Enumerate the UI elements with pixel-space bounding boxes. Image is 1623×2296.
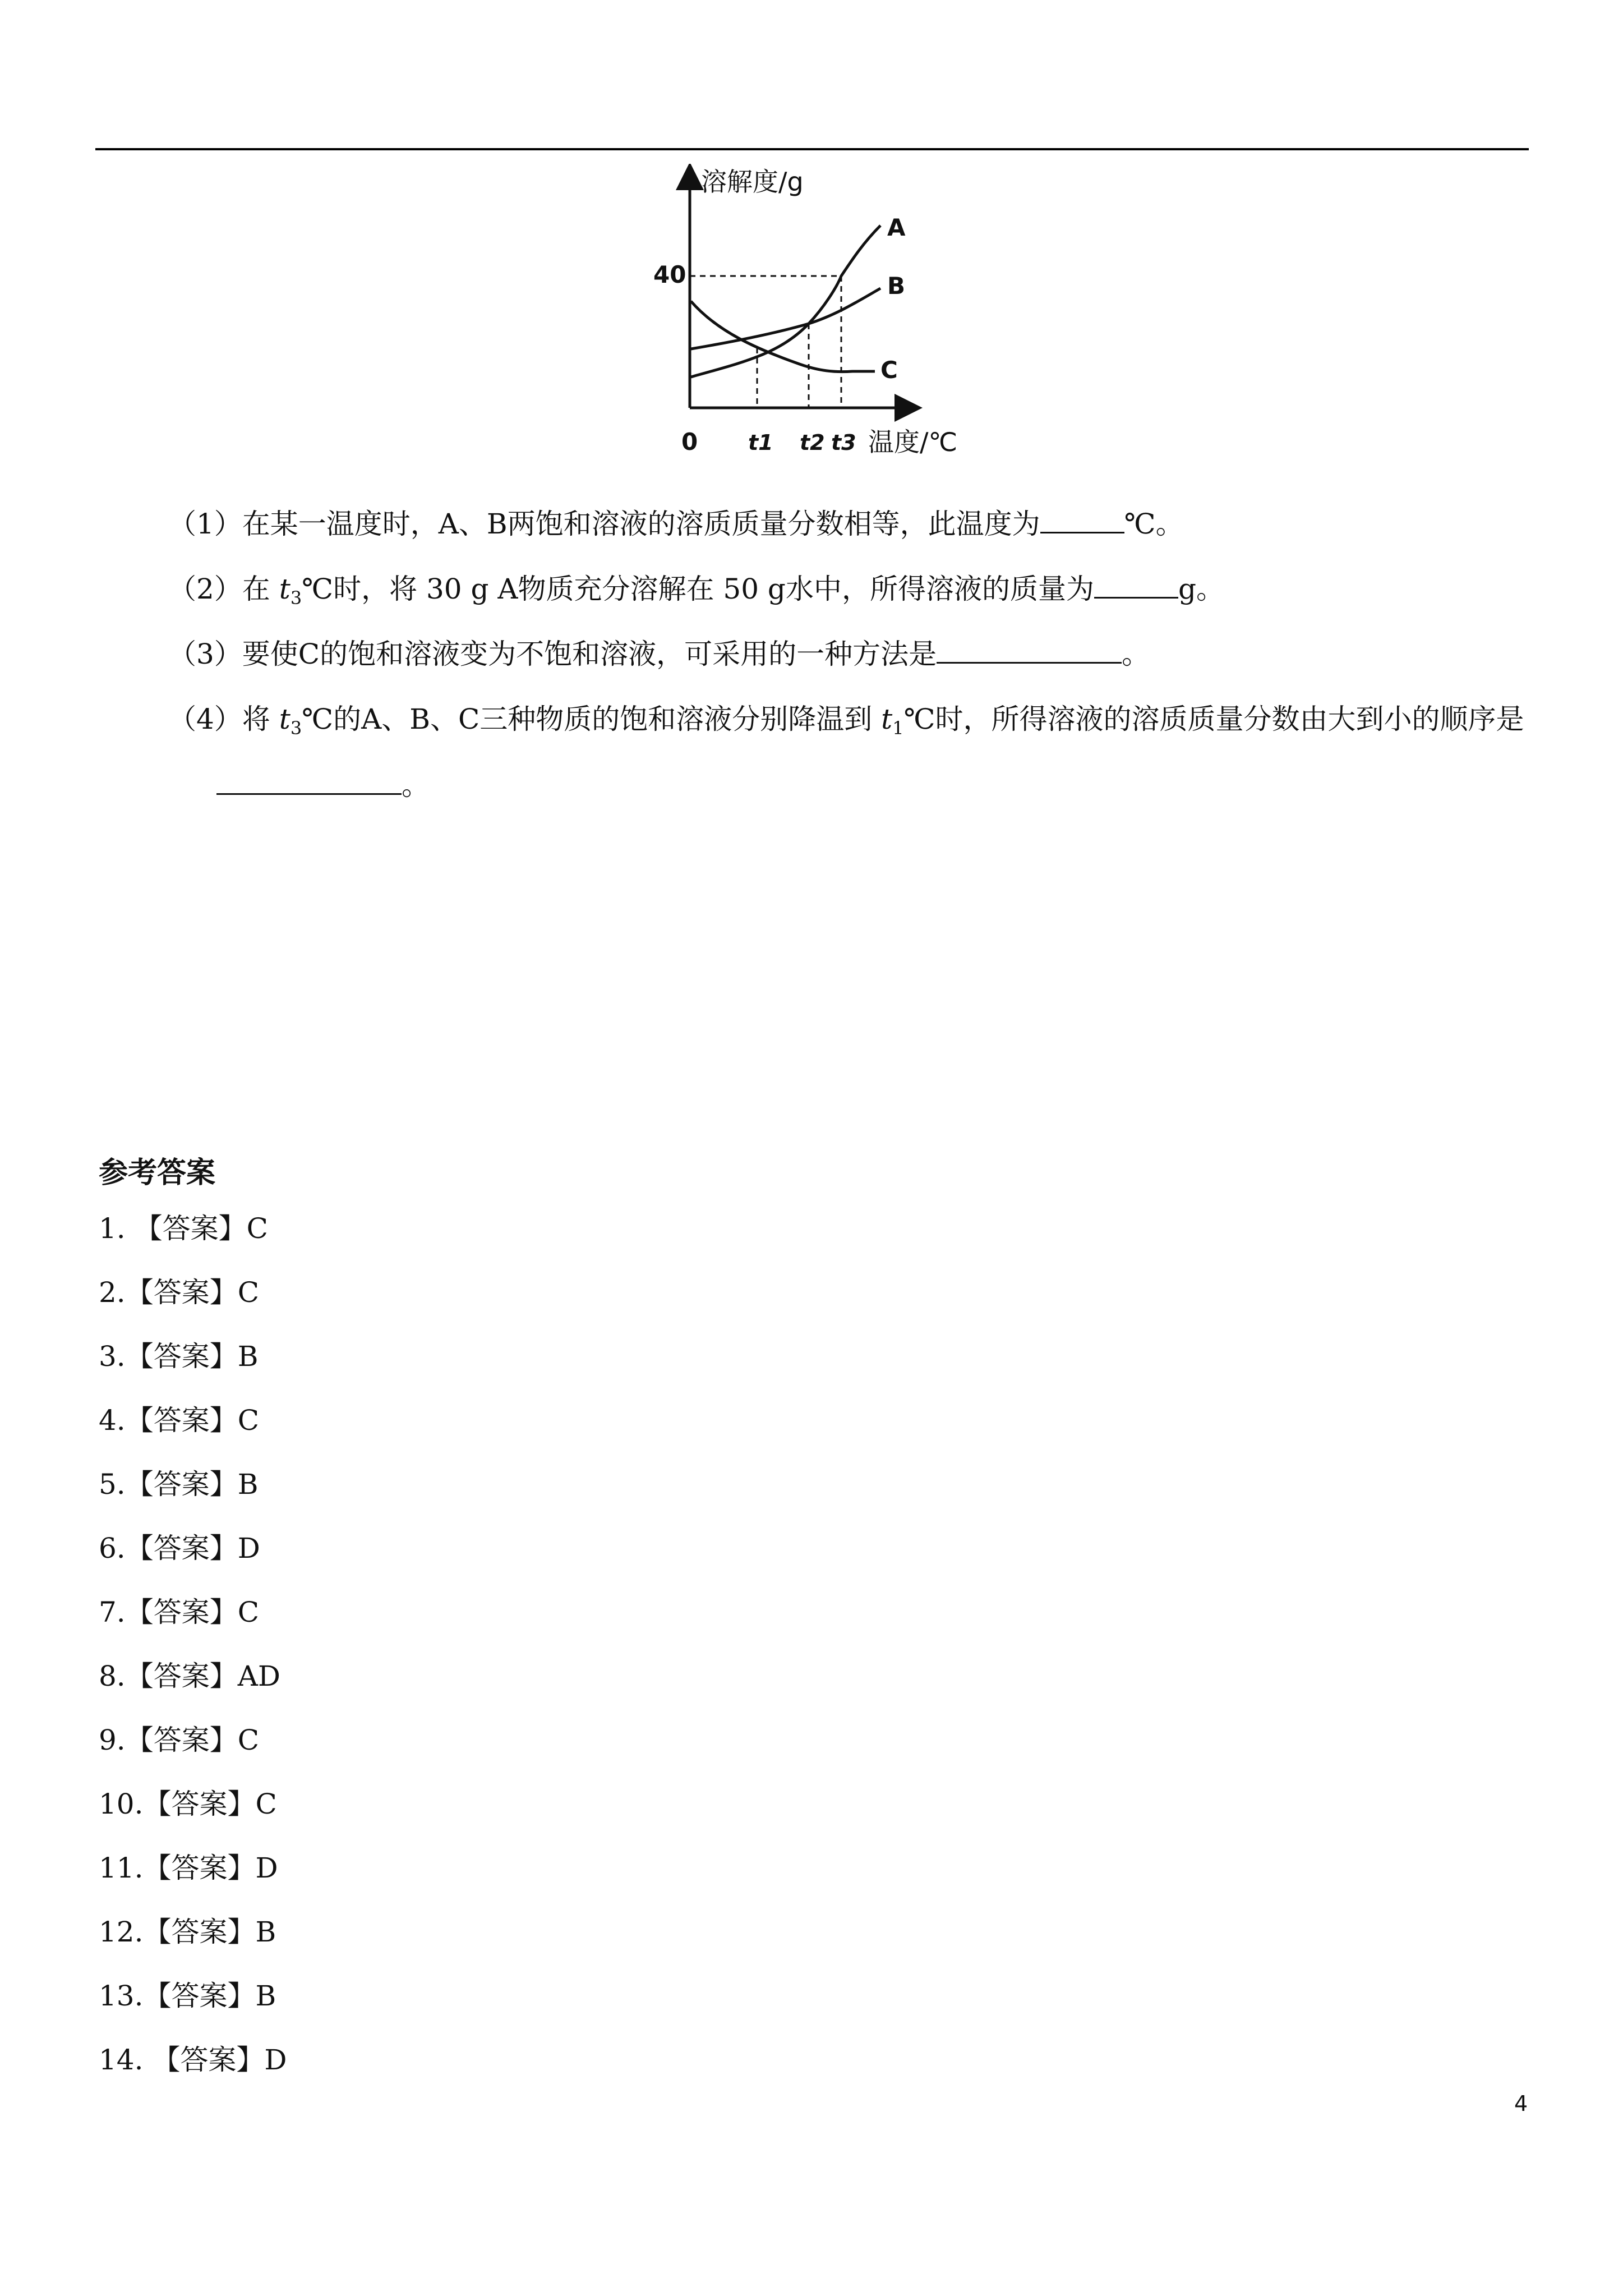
- answer-item: 2.【答案】C: [99, 1276, 259, 1309]
- header-rule: [95, 148, 1529, 150]
- answer-item: 14. 【答案】D: [99, 2044, 287, 2076]
- answer-blank-3[interactable]: [937, 637, 1122, 664]
- answer-item: 1. 【答案】C: [99, 1212, 268, 1245]
- t-subscript: 3: [290, 717, 302, 739]
- answer-item: 8.【答案】AD: [99, 1660, 280, 1692]
- curve-label-b: B: [887, 272, 906, 300]
- x-tick-t2: t2: [800, 430, 825, 455]
- question-1-text: （1）在某一温度时，A、B两饱和溶液的溶质质量分数相等，此温度为: [168, 508, 1040, 540]
- question-2-unit: g。: [1178, 573, 1224, 605]
- question-1: [168, 507, 1184, 541]
- question-4-text-a: ℃的A、B、C三种物质的饱和溶液分别降温到: [302, 703, 882, 735]
- solubility-curve-figure: [628, 164, 987, 478]
- question-2-prefix: （2）在: [168, 573, 279, 605]
- answer-item: 13.【答案】B: [99, 1980, 276, 2012]
- origin-label: 0: [681, 428, 698, 455]
- curve-b: [691, 288, 880, 349]
- question-1-unit: ℃。: [1124, 508, 1184, 540]
- answer-blank-2[interactable]: [1094, 572, 1178, 599]
- question-4-prefix: （4）将: [168, 703, 279, 735]
- curve-c: [691, 301, 875, 372]
- y-tick-40: 40: [653, 261, 686, 288]
- t-symbol: t: [881, 703, 893, 735]
- answer-item: 4.【答案】C: [99, 1404, 259, 1437]
- answer-item: 11.【答案】D: [99, 1852, 278, 1884]
- page-number: 4: [1514, 2091, 1528, 2116]
- t-subscript: 1: [892, 717, 904, 739]
- answer-blank-1[interactable]: [1040, 507, 1124, 533]
- answer-item: 9.【答案】C: [99, 1724, 259, 1756]
- answer-item: 10.【答案】C: [99, 1788, 277, 1820]
- answer-blank-4[interactable]: [216, 769, 402, 795]
- question-2: [168, 572, 1224, 615]
- question-4: [168, 702, 1524, 745]
- question-4-continued: [216, 769, 430, 802]
- x-axis-label: 温度/℃: [868, 427, 958, 457]
- question-3-end: 。: [1122, 638, 1150, 670]
- t-symbol: t: [279, 573, 291, 605]
- answers-title: 参考答案: [99, 1156, 216, 1190]
- curve-label-a: A: [887, 214, 906, 241]
- question-3: [168, 637, 1150, 671]
- t-subscript: 3: [290, 587, 302, 609]
- x-tick-t3: t3: [831, 430, 856, 455]
- answer-item: 3.【答案】B: [99, 1340, 259, 1373]
- answer-item: 7.【答案】C: [99, 1596, 259, 1628]
- answer-item: 6.【答案】D: [99, 1532, 260, 1565]
- question-3-text: （3）要使C的饱和溶液变为不饱和溶液，可采用的一种方法是: [168, 638, 937, 670]
- y-axis-label: 溶解度/g: [701, 167, 804, 197]
- answer-item: 5.【答案】B: [99, 1468, 259, 1501]
- curve-label-c: C: [880, 356, 898, 384]
- t-symbol: t: [279, 703, 291, 735]
- curve-a: [691, 226, 880, 377]
- question-4-end: 。: [402, 769, 430, 802]
- question-2-text: ℃时，将 30 g A物质充分溶解在 50 g水中，所得溶液的质量为: [302, 573, 1094, 605]
- answer-item: 12.【答案】B: [99, 1916, 276, 1948]
- question-4-text-b: ℃时，所得溶液的溶质质量分数由大到小的顺序是: [903, 703, 1524, 735]
- x-tick-t1: t1: [748, 430, 773, 455]
